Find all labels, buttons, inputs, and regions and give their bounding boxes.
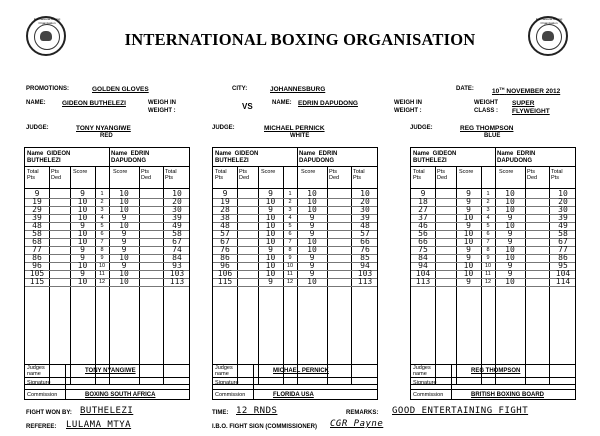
date-label: DATE: bbox=[456, 86, 474, 92]
score-cell: 9 bbox=[507, 261, 513, 270]
score-cell: 9 bbox=[507, 213, 513, 222]
score-cell: 9 bbox=[121, 261, 127, 270]
judge-3-label: JUDGE: bbox=[410, 125, 433, 131]
remarks-value: GOOD ENTERTAINING FIGHT bbox=[392, 406, 529, 416]
column-header: Score bbox=[459, 169, 474, 175]
column-header: Total Pts bbox=[165, 169, 177, 181]
score-cell: 94 bbox=[418, 261, 428, 270]
score-cell: 94 bbox=[360, 261, 370, 270]
name-label-red: NAME: bbox=[26, 100, 46, 106]
judge-box-commission: BOXING SOUTH AFRICA bbox=[85, 392, 156, 398]
score-cell: 96 bbox=[220, 261, 230, 270]
score-cell: 39 bbox=[32, 213, 42, 222]
score-cell: 10 bbox=[463, 269, 474, 278]
round-number: 4 bbox=[486, 215, 490, 221]
score-cell: 9 bbox=[466, 189, 471, 198]
score-cell: 86 bbox=[558, 253, 568, 262]
score-cell: 10 bbox=[77, 277, 88, 286]
score-cell: 10 bbox=[505, 253, 515, 262]
score-cell: 96 bbox=[32, 261, 42, 270]
score-cell: 10 bbox=[119, 253, 129, 262]
score-cell: 46 bbox=[418, 221, 428, 230]
round-number: 3 bbox=[288, 207, 292, 213]
score-cell: 75 bbox=[418, 245, 428, 254]
class-value: FLYWEIGHT bbox=[512, 108, 550, 115]
judge-2-name: MICHAEL PERNICK bbox=[264, 125, 325, 132]
score-cell: 9 bbox=[80, 221, 85, 230]
judges-name-label: Judges name bbox=[215, 365, 233, 377]
round-number: 5 bbox=[288, 223, 292, 229]
score-cell: 10 bbox=[505, 205, 515, 214]
score-cell: 86 bbox=[32, 253, 42, 262]
column-header: Score bbox=[301, 169, 316, 175]
score-cell: 10 bbox=[505, 221, 515, 230]
date-value: 10TH NOVEMBER 2012 bbox=[492, 86, 561, 96]
score-cell: 30 bbox=[360, 205, 370, 214]
score-cell: 9 bbox=[466, 277, 471, 286]
score-cell: 10 bbox=[265, 269, 276, 278]
score-cell: 10 bbox=[307, 205, 317, 214]
score-cell: 9 bbox=[268, 205, 273, 214]
score-cell: 29 bbox=[32, 205, 42, 214]
round-number: 7 bbox=[100, 239, 104, 245]
score-cell: 27 bbox=[418, 205, 428, 214]
score-cell: 10 bbox=[505, 277, 515, 286]
column-header: Total Pts bbox=[551, 169, 563, 181]
score-cell: 113 bbox=[357, 277, 373, 286]
score-cell: 104 bbox=[415, 269, 431, 278]
round-number: 2 bbox=[486, 199, 490, 205]
weight-label: WEIGHT bbox=[474, 100, 498, 106]
red-corner-name: Name GIDEON BUTHELEZI bbox=[215, 151, 259, 164]
commission-label: Commission bbox=[215, 392, 246, 398]
column-header: Pts Ded bbox=[51, 169, 62, 181]
column-header: Score bbox=[261, 169, 276, 175]
score-cell: 115 bbox=[217, 277, 233, 286]
red-boxer-name: GIDEON BUTHELEZI bbox=[62, 100, 126, 107]
score-cell: 10 bbox=[463, 261, 474, 270]
judge-2-label: JUDGE: bbox=[212, 125, 235, 131]
score-cell: 9 bbox=[80, 253, 85, 262]
score-cell: 10 bbox=[265, 261, 276, 270]
score-cell: 68 bbox=[32, 237, 42, 246]
round-number: 2 bbox=[100, 199, 104, 205]
blue-corner-name: Name EDRIN DAPUDONG bbox=[299, 151, 338, 164]
judge-box-name: MICHAEL PERNICK bbox=[273, 368, 329, 374]
score-cell: 95 bbox=[558, 261, 568, 270]
score-cell: 39 bbox=[360, 213, 370, 222]
score-cell: 19 bbox=[32, 197, 42, 206]
column-header: Total Pts bbox=[27, 169, 39, 181]
score-cell: 85 bbox=[360, 253, 370, 262]
column-header: Total Pts bbox=[215, 169, 227, 181]
score-cell: 10 bbox=[77, 237, 88, 246]
judge-1-name: TONY NYANGIWE bbox=[76, 125, 131, 132]
fight-won-label: FIGHT WON BY: bbox=[26, 410, 72, 416]
score-cell: 58 bbox=[172, 229, 182, 238]
score-cell: 49 bbox=[172, 221, 182, 230]
round-number: 5 bbox=[486, 223, 490, 229]
score-cell: 113 bbox=[415, 277, 431, 286]
seal-text-left: International Boxing Organisation bbox=[33, 17, 61, 25]
column-header: Score bbox=[499, 169, 514, 175]
score-cell: 66 bbox=[360, 237, 370, 246]
score-cell: 84 bbox=[172, 253, 182, 262]
score-cell: 57 bbox=[220, 229, 230, 238]
round-number: 11 bbox=[287, 271, 293, 277]
time-value: 12 RNDS bbox=[236, 406, 278, 416]
score-cell: 9 bbox=[466, 221, 471, 230]
judge-box-name: REG THOMPSON bbox=[471, 368, 521, 374]
round-number: 11 bbox=[485, 271, 491, 277]
score-cell: 10 bbox=[77, 229, 88, 238]
seal-text-right: International Boxing Organisation bbox=[535, 17, 563, 25]
score-cell: 67 bbox=[558, 237, 568, 246]
round-number: 10 bbox=[286, 263, 294, 269]
score-cell: 10 bbox=[505, 245, 515, 254]
round-number: 9 bbox=[100, 255, 104, 261]
score-cell: 9 bbox=[507, 269, 513, 278]
score-cell: 10 bbox=[265, 221, 276, 230]
judge-box-commission: BRITISH BOXING BOARD bbox=[471, 392, 545, 398]
score-cell: 76 bbox=[220, 245, 230, 254]
score-cell: 10 bbox=[307, 277, 317, 286]
score-cell: 10 bbox=[558, 189, 568, 198]
score-cell: 37 bbox=[418, 213, 428, 222]
score-cell: 9 bbox=[507, 237, 513, 246]
score-cell: 30 bbox=[172, 205, 182, 214]
column-header: Pts Ded bbox=[527, 169, 538, 181]
score-cell: 49 bbox=[558, 221, 568, 230]
page-title: INTERNATIONAL BOXING ORGANISATION bbox=[124, 30, 476, 49]
score-cell: 67 bbox=[172, 237, 182, 246]
weigh-in-label-blue-1: WEIGH IN bbox=[394, 100, 422, 106]
column-header: Pts Ded bbox=[329, 169, 340, 181]
judge-1-corner: RED bbox=[100, 133, 113, 139]
score-cell: 9 bbox=[309, 221, 315, 230]
judge-box-name: TONY NYANGIWE bbox=[85, 368, 136, 374]
round-number: 8 bbox=[100, 247, 104, 253]
round-number: 3 bbox=[100, 207, 104, 213]
round-number: 9 bbox=[486, 255, 490, 261]
time-label: TIME: bbox=[212, 410, 229, 416]
score-cell: 20 bbox=[172, 197, 182, 206]
commission-label: Commission bbox=[27, 392, 58, 398]
score-cell: 10 bbox=[307, 237, 317, 246]
score-cell: 10 bbox=[265, 253, 276, 262]
score-cell: 9 bbox=[268, 245, 273, 254]
round-number: 9 bbox=[288, 255, 292, 261]
scorecard-judge-2 bbox=[212, 147, 378, 385]
score-cell: 9 bbox=[80, 189, 85, 198]
commissioner-signature: CGR Payne bbox=[330, 419, 384, 429]
score-cell: 104 bbox=[555, 269, 571, 278]
judge-signature-box-1 bbox=[24, 364, 190, 400]
score-cell: 10 bbox=[307, 197, 317, 206]
score-cell: 67 bbox=[220, 237, 230, 246]
score-cell: 103 bbox=[169, 269, 185, 278]
round-number: 3 bbox=[486, 207, 490, 213]
round-number: 8 bbox=[486, 247, 490, 253]
name-label-blue: NAME: bbox=[272, 100, 292, 106]
scorecard-judge-1 bbox=[24, 147, 190, 385]
judges-name-label: Judges name bbox=[413, 365, 431, 377]
column-header: Score bbox=[113, 169, 128, 175]
score-cell: 9 bbox=[268, 277, 273, 286]
score-cell: 9 bbox=[222, 189, 228, 198]
judge-2-corner: WHITE bbox=[290, 133, 310, 139]
column-header: Pts Ded bbox=[239, 169, 250, 181]
class-label: CLASS : bbox=[474, 108, 498, 114]
score-cell: 10 bbox=[77, 197, 88, 206]
round-number: 12 bbox=[286, 279, 294, 285]
score-cell: 113 bbox=[169, 277, 185, 286]
score-cell: 10 bbox=[119, 197, 129, 206]
score-cell: 9 bbox=[80, 245, 85, 254]
scorecard-judge-3 bbox=[410, 147, 576, 385]
score-cell: 74 bbox=[172, 245, 182, 254]
score-cell: 9 bbox=[466, 253, 471, 262]
round-number: 6 bbox=[100, 231, 104, 237]
score-cell: 10 bbox=[463, 213, 474, 222]
score-cell: 58 bbox=[558, 229, 568, 238]
score-cell: 18 bbox=[418, 197, 428, 206]
judge-box-commission: FLORIDA USA bbox=[273, 392, 314, 398]
promotions-label: PROMOTIONS: bbox=[26, 86, 69, 92]
score-cell: 9 bbox=[121, 237, 127, 246]
weigh-in-label-red-2: WEIGHT : bbox=[148, 108, 176, 114]
blue-corner-name: Name EDRIN DAPUDONG bbox=[111, 151, 150, 164]
score-cell: 84 bbox=[418, 253, 428, 262]
score-cell: 9 bbox=[309, 253, 315, 262]
round-number: 4 bbox=[288, 215, 292, 221]
red-corner-name: Name GIDEON BUTHELEZI bbox=[413, 151, 457, 164]
score-cell: 10 bbox=[172, 189, 182, 198]
score-cell: 9 bbox=[121, 229, 127, 238]
signature-label: Signature bbox=[27, 380, 51, 386]
column-header: Pts Ded bbox=[437, 169, 448, 181]
city-label: CITY: bbox=[232, 86, 248, 92]
round-number: 12 bbox=[98, 279, 106, 285]
weigh-in-label-red-1: WEIGH IN bbox=[148, 100, 176, 106]
weight-value: SUPER bbox=[512, 100, 535, 107]
score-cell: 76 bbox=[360, 245, 370, 254]
score-cell: 10 bbox=[119, 189, 129, 198]
score-cell: 10 bbox=[307, 245, 317, 254]
score-cell: 10 bbox=[119, 277, 129, 286]
round-number: 4 bbox=[100, 215, 104, 221]
column-header: Total Pts bbox=[353, 169, 365, 181]
judge-1-label: JUDGE: bbox=[26, 125, 49, 131]
column-header: Total Pts bbox=[413, 169, 425, 181]
score-cell: 9 bbox=[80, 269, 85, 278]
score-cell: 9 bbox=[420, 189, 426, 198]
round-number: 6 bbox=[288, 231, 292, 237]
score-cell: 10 bbox=[77, 213, 88, 222]
ibo-sign-label: I.B.O. FIGHT SIGN (COMMISSIONER) bbox=[212, 424, 317, 430]
score-cell: 48 bbox=[32, 221, 42, 230]
score-cell: 10 bbox=[77, 261, 88, 270]
score-cell: 10 bbox=[265, 197, 276, 206]
score-cell: 9 bbox=[309, 213, 315, 222]
weigh-in-label-blue-2: WEIGHT : bbox=[394, 108, 422, 114]
score-cell: 9 bbox=[34, 189, 40, 198]
score-cell: 10 bbox=[463, 237, 474, 246]
score-cell: 10 bbox=[265, 237, 276, 246]
round-number: 11 bbox=[99, 271, 105, 277]
round-number: 1 bbox=[288, 191, 292, 197]
round-number: 7 bbox=[288, 239, 292, 245]
score-cell: 10 bbox=[463, 229, 474, 238]
commission-label: Commission bbox=[413, 392, 444, 398]
score-cell: 9 bbox=[309, 261, 315, 270]
score-cell: 114 bbox=[555, 277, 571, 286]
score-cell: 19 bbox=[220, 197, 230, 206]
score-cell: 9 bbox=[466, 205, 471, 214]
score-cell: 9 bbox=[268, 189, 273, 198]
round-number: 6 bbox=[486, 231, 490, 237]
round-number: 5 bbox=[100, 223, 104, 229]
score-cell: 38 bbox=[220, 213, 230, 222]
city-value: JOHANNESBURG bbox=[270, 86, 326, 93]
score-cell: 77 bbox=[32, 245, 42, 254]
score-cell: 10 bbox=[265, 229, 276, 238]
score-cell: 66 bbox=[418, 237, 428, 246]
score-cell: 20 bbox=[558, 197, 568, 206]
blue-boxer-name: EDRIN DAPUDONG bbox=[298, 100, 358, 107]
score-cell: 10 bbox=[77, 205, 88, 214]
column-header: Score bbox=[73, 169, 88, 175]
remarks-label: REMARKS: bbox=[346, 410, 379, 416]
score-cell: 103 bbox=[357, 269, 373, 278]
signature-label: Signature bbox=[413, 380, 437, 386]
score-cell: 10 bbox=[505, 197, 515, 206]
judge-3-corner: BLUE bbox=[484, 133, 501, 139]
judge-signature-box-2 bbox=[212, 364, 378, 400]
score-cell: 58 bbox=[32, 229, 42, 238]
score-cell: 39 bbox=[172, 213, 182, 222]
versus-label: VS bbox=[242, 102, 253, 111]
score-cell: 115 bbox=[29, 277, 45, 286]
score-cell: 106 bbox=[217, 269, 233, 278]
score-cell: 28 bbox=[220, 205, 230, 214]
round-number: 2 bbox=[288, 199, 292, 205]
judge-3-name: REG THOMPSON bbox=[460, 125, 514, 132]
score-cell: 10 bbox=[307, 189, 317, 198]
score-cell: 10 bbox=[505, 189, 515, 198]
score-cell: 9 bbox=[309, 269, 315, 278]
promotions-value: GOLDEN GLOVES bbox=[92, 86, 149, 93]
column-header: Pts Ded bbox=[141, 169, 152, 181]
signature-label: Signature bbox=[215, 380, 239, 386]
score-cell: 48 bbox=[360, 221, 370, 230]
score-cell: 77 bbox=[558, 245, 568, 254]
blue-corner-name: Name EDRIN DAPUDONG bbox=[497, 151, 536, 164]
round-number: 1 bbox=[486, 191, 490, 197]
score-cell: 9 bbox=[507, 229, 513, 238]
score-cell: 10 bbox=[360, 189, 370, 198]
round-number: 8 bbox=[288, 247, 292, 253]
score-cell: 30 bbox=[558, 205, 568, 214]
judge-signature-box-3 bbox=[410, 364, 576, 400]
round-number: 7 bbox=[486, 239, 490, 245]
score-cell: 93 bbox=[172, 261, 182, 270]
score-cell: 20 bbox=[360, 197, 370, 206]
round-number: 1 bbox=[100, 191, 104, 197]
red-corner-name: Name GIDEON BUTHELEZI bbox=[27, 151, 71, 164]
score-cell: 9 bbox=[121, 245, 127, 254]
score-cell: 10 bbox=[119, 221, 129, 230]
score-cell: 9 bbox=[121, 213, 127, 222]
score-cell: 9 bbox=[466, 245, 471, 254]
score-cell: 86 bbox=[220, 253, 230, 262]
score-cell: 57 bbox=[360, 229, 370, 238]
score-cell: 39 bbox=[558, 213, 568, 222]
score-cell: 105 bbox=[29, 269, 45, 278]
judges-name-label: Judges name bbox=[27, 365, 45, 377]
score-cell: 48 bbox=[220, 221, 230, 230]
score-cell: 10 bbox=[265, 213, 276, 222]
round-number: 10 bbox=[484, 263, 492, 269]
referee-label: REFEREE: bbox=[26, 424, 57, 430]
score-cell: 10 bbox=[119, 205, 129, 214]
score-cell: 9 bbox=[466, 197, 471, 206]
referee-value: LULAMA MTYA bbox=[66, 420, 132, 430]
score-cell: 56 bbox=[418, 229, 428, 238]
fight-won-value: BUTHELEZI bbox=[80, 406, 134, 416]
round-number: 10 bbox=[98, 263, 106, 269]
score-cell: 9 bbox=[309, 229, 315, 238]
round-number: 12 bbox=[484, 279, 492, 285]
score-cell: 10 bbox=[119, 269, 129, 278]
